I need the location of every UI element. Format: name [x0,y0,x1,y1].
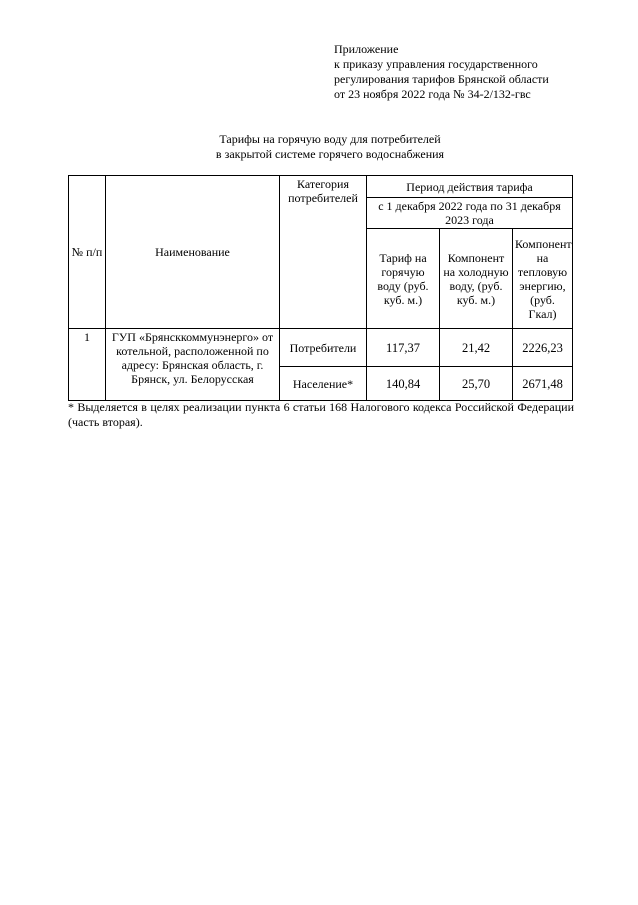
row-heat: 2226,23 [513,329,573,367]
row-num: 1 [69,329,106,401]
appendix-line: к приказу управления государственного [334,57,538,71]
footnote: * Выделяется в целях реализации пункта 6 статьи 168 Налогового кодекса Российской Федерации (часть вторая). [68,400,574,429]
row-name: ГУП «Брянсккоммунэнерго» от котельной, расположенной по адресу: Брянская область, г. Брянск, ул. Белорусская [106,329,280,401]
header-period-range: с 1 декабря 2022 года по 31 декабря 2023 года [367,198,573,229]
appendix-block [334,42,549,102]
title-line-1: Тарифы на горячую воду для потребителей [219,132,441,146]
row-tariff: 140,84 [367,367,440,401]
row-cold: 25,70 [440,367,513,401]
row-category: Население* [280,367,367,401]
header-period: Период действия тарифа [367,176,573,198]
header-heat-component: Компонент на тепловую энергию, (руб. Гкал) [513,229,573,329]
appendix-line: от 23 ноября 2022 года № 34-2/132-гвс [334,87,531,101]
title-line-2: в закрытой системе горячего водоснабжения [215,147,445,161]
appendix-line: регулирования тарифов Брянской области [334,72,549,86]
table-row [69,329,573,367]
header-name: Наименование [106,176,280,329]
document-title [150,132,510,162]
row-category: Потребители [280,329,367,367]
header-num: № п/п [69,176,106,329]
header-cold-component: Компонент на холодную воду, (руб. куб. м.) [440,229,513,329]
tariff-table [68,175,573,401]
appendix-line: Приложение [334,42,399,56]
header-tariff: Тариф на горячую воду (руб. куб. м.) [367,229,440,329]
row-heat: 2671,48 [513,367,573,401]
header-category: Категория потребителей [280,176,367,329]
row-cold: 21,42 [440,329,513,367]
row-tariff: 117,37 [367,329,440,367]
